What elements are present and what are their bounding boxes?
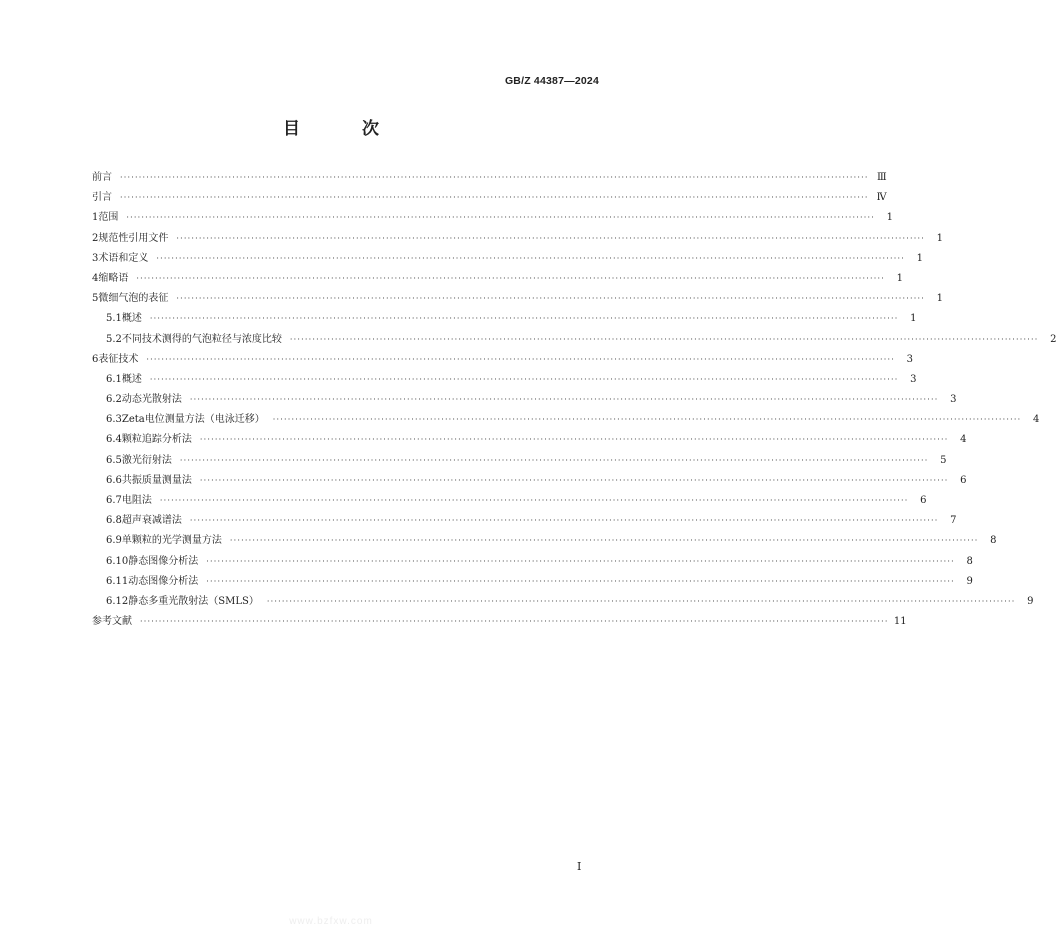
toc-entry-label: 术语和定义: [98, 252, 149, 264]
toc-entry-number: 6.8: [106, 515, 122, 527]
toc-entry-page: 5: [940, 454, 947, 466]
toc-entry-label: 范围: [98, 212, 119, 224]
toc-entry-number: 6.11: [106, 575, 129, 587]
toc-entry[interactable]: [92, 451, 947, 471]
toc-entry[interactable]: [92, 471, 967, 491]
toc-entry[interactable]: [92, 390, 957, 410]
toc-leader-dots: ········································································································································································································: [126, 213, 875, 223]
toc-entry-number: 5: [92, 293, 99, 305]
toc-entry[interactable]: [92, 208, 893, 228]
toc-entry[interactable]: [92, 491, 927, 511]
toc-leader-dots: ········································································································································································································: [120, 173, 869, 182]
toc-entry[interactable]: [92, 552, 973, 572]
toc-entry-label: 微细气泡的表征: [98, 293, 169, 305]
toc-entry-label: 静态图像分析法: [128, 555, 199, 567]
toc-entry-page: 6: [920, 495, 927, 506]
toc-entry-page: 4: [960, 434, 967, 446]
toc-entry-label: 动态光散射法: [121, 394, 182, 406]
toc-entry-number: 6.7: [106, 495, 122, 506]
toc-entry-number: 3: [92, 252, 99, 264]
toc-entry-page: Ⅳ: [876, 192, 887, 204]
toc-leader-dots: ········································································································································································································: [289, 334, 1039, 344]
toc-entry-number: 4: [92, 272, 99, 284]
toc-entry-page: 3: [950, 394, 957, 406]
toc-entry-number: 6.3: [106, 414, 122, 426]
toc-entry-number: 5.1: [106, 313, 122, 325]
toc-entry-number: 6.5: [106, 454, 122, 466]
toc-entry-label: 表征技术: [98, 353, 139, 365]
toc-entry-number: 6: [92, 353, 99, 365]
toc-entry[interactable]: [92, 229, 943, 249]
toc-entry-label: 超声衰减谱法: [121, 515, 182, 527]
standard-code: GB/Z 44387—2024: [504, 75, 599, 87]
toc-entry[interactable]: [92, 309, 917, 329]
toc-leader-dots: ········································································································································································································: [146, 354, 895, 364]
toc-entry-page: 1: [916, 252, 923, 264]
toc-entry-page: 7: [950, 515, 957, 527]
toc-entry[interactable]: [92, 249, 923, 269]
toc-entry[interactable]: [92, 168, 887, 188]
toc-entry-number: 6.1: [106, 373, 122, 385]
toc-entry-page: 8: [990, 535, 997, 547]
toc-entry[interactable]: [92, 330, 1057, 350]
toc-leader-dots: ········································································································································································································: [156, 253, 905, 263]
toc-entry-page: 1: [910, 313, 917, 325]
toc-entry[interactable]: [92, 269, 903, 289]
toc-leader-dots: ········································································································································································································: [229, 536, 979, 546]
toc-entry-page: Ⅲ: [876, 172, 887, 183]
toc-entry-number: 6.10: [106, 555, 129, 567]
toc-entry-label: 激光衍射法: [121, 454, 172, 466]
toc-entry-number: 6.2: [106, 394, 122, 406]
toc-entry-label: 参考文献: [92, 616, 132, 628]
toc-entry[interactable]: [92, 592, 1034, 612]
toc-entry[interactable]: [92, 430, 967, 450]
toc-entry[interactable]: [92, 511, 957, 531]
toc-leader-dots: ········································································································································································································: [140, 617, 889, 627]
toc-entry-label: 动态图像分析法: [128, 575, 199, 587]
toc-leader-dots: ········································································································································································································: [199, 435, 949, 445]
toc-entry-page: 1: [936, 232, 943, 244]
toc-entry-number: 5.2: [106, 333, 122, 345]
toc-entry-number: 1: [92, 212, 99, 224]
toc-entry-page: 1: [886, 212, 893, 224]
toc-entry-number: 6.6: [106, 474, 122, 486]
toc-leader-dots: ········································································································································································································: [176, 233, 925, 243]
toc-leader-dots: ········································································································································································································: [189, 516, 939, 526]
toc-entry[interactable]: [92, 188, 887, 208]
toc-entry-label: 静态多重光散射法（SMLS）: [128, 595, 259, 607]
toc-leader-dots: ········································································································································································································: [179, 455, 929, 465]
toc-entry-label: 共振质量测量法: [121, 474, 192, 486]
toc-entry-label: 单颗粒的光学测量方法: [121, 535, 222, 547]
toc-leader-dots: ········································································································································································································: [189, 395, 939, 405]
toc-leader-dots: ········································································································································································································: [149, 374, 899, 384]
toc-leader-dots: ········································································································································································································: [176, 294, 925, 304]
toc-entry[interactable]: [92, 531, 997, 551]
toc-entry-number: 6.12: [106, 595, 129, 607]
toc-entry-page: 3: [910, 373, 917, 385]
toc-entry-page: 8: [966, 555, 973, 567]
toc-entry-number: 6.9: [106, 535, 122, 547]
toc-entry-label: 概述: [121, 373, 142, 385]
toc-entry-page: 3: [906, 353, 913, 365]
toc-entry-page: 6: [960, 474, 967, 486]
toc-entry-page: 9: [966, 575, 973, 587]
toc-leader-dots: ········································································································································································································: [159, 496, 909, 505]
toc-title: 目 次: [283, 119, 407, 139]
toc-entry-label: 不同技术测得的气泡粒径与浓度比较: [121, 333, 282, 345]
watermark: www.bzfxw.com: [289, 916, 373, 927]
toc-entry-number: 6.4: [106, 434, 122, 446]
toc-leader-dots: ········································································································································································································: [206, 556, 955, 566]
toc-entry-label: 缩略语: [98, 272, 129, 284]
page-number: I: [577, 860, 582, 873]
toc-entry-label: 电阻法: [121, 495, 152, 506]
toc-entry-page: 1: [896, 272, 903, 284]
toc-entry-page: 4: [1032, 414, 1040, 426]
toc-entry-label: 引言: [92, 192, 112, 204]
toc-leader-dots: ········································································································································································································: [272, 415, 1022, 425]
toc-entry[interactable]: [92, 410, 1040, 430]
toc-entry-label: 颗粒追踪分析法: [121, 434, 192, 446]
toc-entry[interactable]: [92, 612, 907, 632]
toc-entry[interactable]: [92, 289, 943, 309]
toc-leader-dots: ········································································································································································································: [199, 475, 949, 485]
toc-leader-dots: ········································································································································································································: [266, 596, 1016, 606]
table-of-contents: [92, 168, 1057, 632]
toc-entry-page: 11: [893, 616, 907, 628]
toc-entry[interactable]: [92, 350, 913, 370]
toc-leader-dots: ········································································································································································································: [206, 576, 955, 586]
toc-entry[interactable]: [92, 572, 973, 592]
toc-entry-number: 2: [92, 232, 99, 244]
toc-leader-dots: ········································································································································································································: [136, 273, 885, 283]
toc-entry-label: Zeta电位测量方法（电泳迁移）: [121, 414, 265, 426]
toc-entry-label: 概述: [121, 313, 142, 325]
toc-entry-page: 9: [1027, 595, 1034, 607]
toc-entry-label: 前言: [92, 172, 112, 183]
toc-leader-dots: ········································································································································································································: [120, 193, 869, 203]
toc-entry-page: 2: [1050, 333, 1057, 345]
toc-entry-page: 1: [936, 293, 943, 305]
toc-leader-dots: ········································································································································································································: [149, 314, 899, 324]
toc-entry-label: 规范性引用文件: [98, 232, 169, 244]
toc-entry[interactable]: [92, 370, 917, 390]
